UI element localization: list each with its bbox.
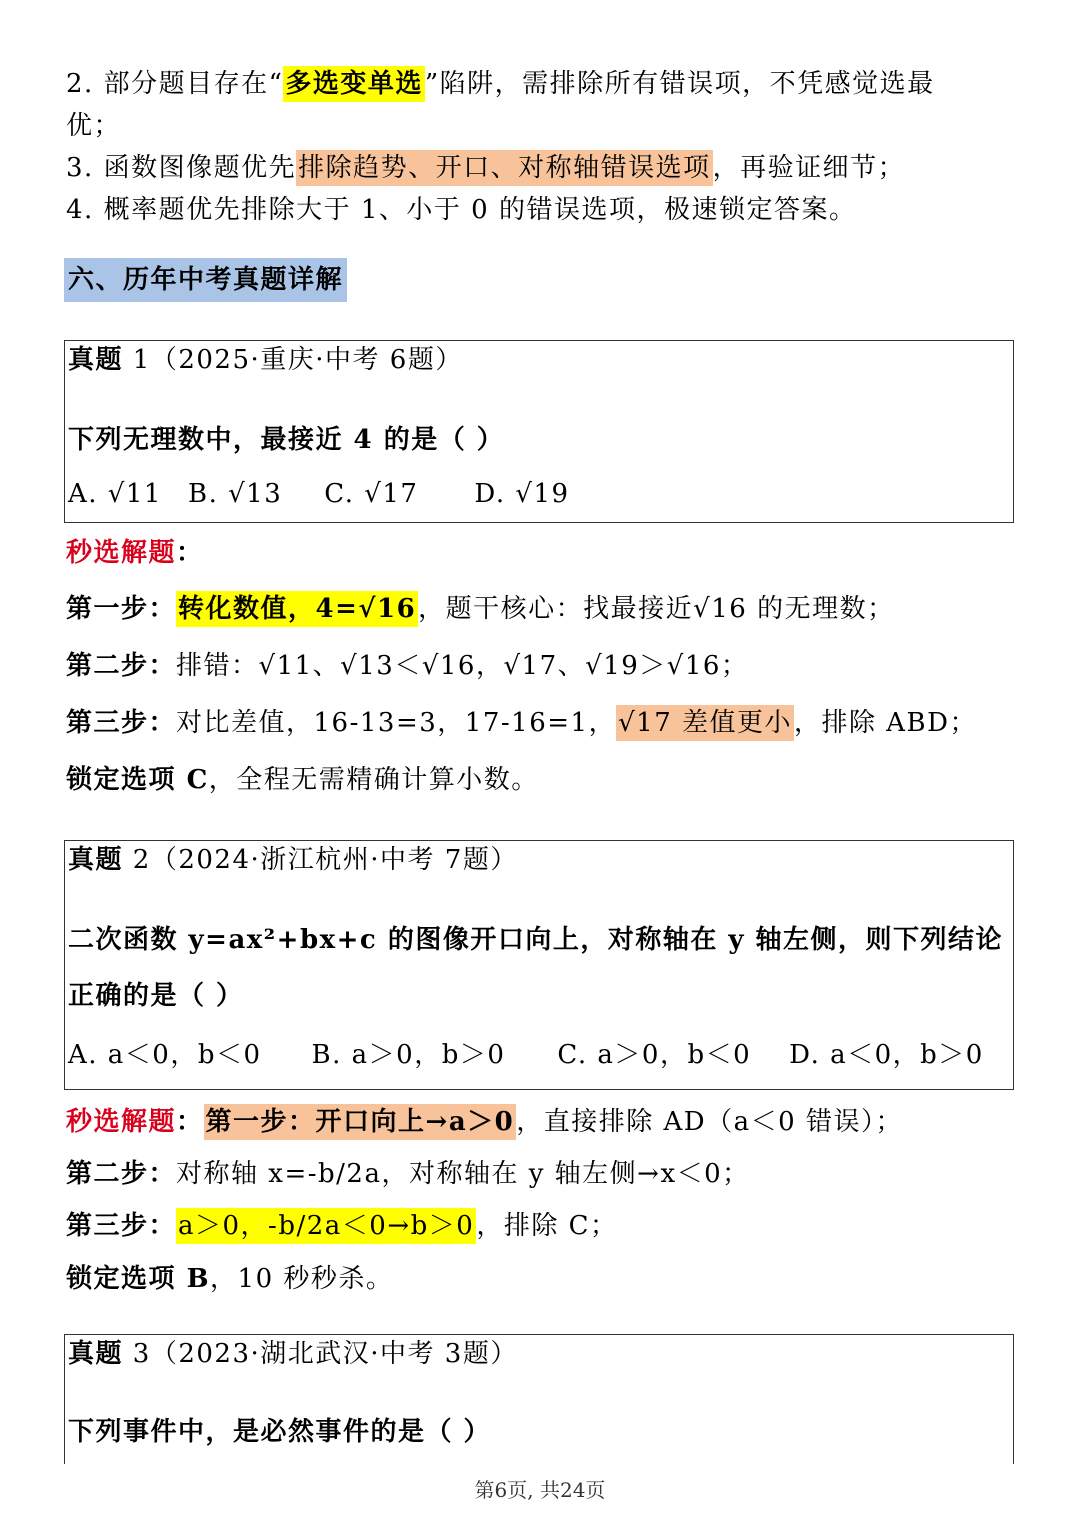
q1-solution-label [66,535,204,571]
option-c: C. √17 [324,479,419,509]
intro-line-2: 优； [66,111,122,141]
option-a: A. a＜0，b＜0 [68,1040,262,1070]
intro-line-1 [66,66,935,102]
title-label: 真题 [68,345,124,375]
step-label: 第一步： [66,594,177,624]
lock-label: 锁定 [66,765,122,795]
q2-step-2 [66,1156,750,1192]
question-1-title [68,342,463,378]
q2-step-1 [66,1104,903,1140]
highlight-step-1: 转化数值，4=√16 [176,591,418,627]
q2-lock-answer [66,1261,393,1297]
option-a: A. √11 [68,479,162,509]
intro-text: 2. 部分题目存在“ [66,69,284,99]
highlight-step-3: √17 差值更小 [616,705,794,741]
solution-colon: ： [176,1107,204,1137]
step-label: 第二步： [66,651,177,681]
page-number: 第6页, 共24页 [474,1478,606,1502]
answer-option: 选项 B [121,1264,211,1294]
step-text: 排错：√11、√13＜√16，√17、√19＞√16； [176,651,749,681]
question-2-stem-line-2: 正确的是（ ） [68,981,244,1011]
question-2-title [68,842,518,878]
lock-text: ，10 秒秒杀。 [210,1264,394,1294]
question-2-stem-line-1: 二次函数 y=ax²+bx+c 的图像开口向上，对称轴在 y 轴左侧，则下列结论 [68,925,1004,955]
question-3-title [68,1336,518,1372]
step-text: ，排除 C； [476,1211,618,1241]
intro-line-4: 4. 概率题优先排除大于 1、小于 0 的错误选项，极速锁定答案。 [66,195,857,225]
title-rest: 2（2024·浙江杭州·中考 7题） [123,845,518,875]
question-3-stem: 下列事件中，是必然事件的是（ ） [68,1417,492,1447]
solution-colon: ： [176,538,204,568]
q1-lock-answer [66,762,539,798]
intro-text: ”陷阱，需排除所有错误项，不凭感觉选最 [424,69,935,99]
step-text: 对比差值，16-13=3，17-16=1， [176,708,617,738]
step-text: ，排除 ABD； [794,708,977,738]
step-label: 第三步： [66,708,177,738]
q2-step-3 [66,1208,617,1244]
step-text: 对称轴 x=-b/2a，对称轴在 y 轴左侧→x＜0； [176,1159,750,1189]
question-2-options [68,1037,984,1073]
lock-text: ，全程无需精确计算小数。 [208,765,539,795]
step-label: 第三步： [66,1211,177,1241]
answer-option: 选项 C [121,765,209,795]
intro-text: 3. 函数图像题优先 [66,153,297,183]
title-rest: 3（2023·湖北武汉·中考 3题） [123,1339,518,1369]
step-label: 第二步： [66,1159,177,1189]
intro-line-3 [66,150,905,186]
highlight-step-1: 第一步：开口向上→a＞0 [204,1104,517,1140]
title-label: 真题 [68,845,124,875]
q1-step-2 [66,648,748,684]
option-d: D. a＜0，b＞0 [789,1040,984,1070]
highlight-step-3: a＞0，-b/2a＜0→b＞0 [176,1208,476,1244]
question-1-options [68,476,570,512]
q1-step-1 [66,591,895,627]
highlight-trap: 多选变单选 [283,66,425,102]
option-c: C. a＞0，b＜0 [557,1040,752,1070]
solution-label: 秒选解题 [66,538,177,568]
q1-step-3 [66,705,977,741]
step-text: ，题干核心：找最接近√16 的无理数； [418,594,895,624]
step-text: ，直接排除 AD（a＜0 错误）； [516,1107,903,1137]
lock-label: 锁定 [66,1264,122,1294]
section-title: 六、历年中考真题详解 [64,258,347,302]
question-1-stem: 下列无理数中，最接近 4 的是（ ） [68,425,505,455]
option-b: B. a＞0，b＞0 [311,1040,506,1070]
option-d: D. √19 [474,479,570,509]
highlight-exclude: 排除趋势、开口、对称轴错误选项 [296,150,713,186]
intro-text: ，再验证细节； [712,153,906,183]
solution-label: 秒选解题 [66,1107,177,1137]
option-b: B. √13 [187,479,283,509]
title-rest: 1（2025·重庆·中考 6题） [123,345,463,375]
title-label: 真题 [68,1339,124,1369]
